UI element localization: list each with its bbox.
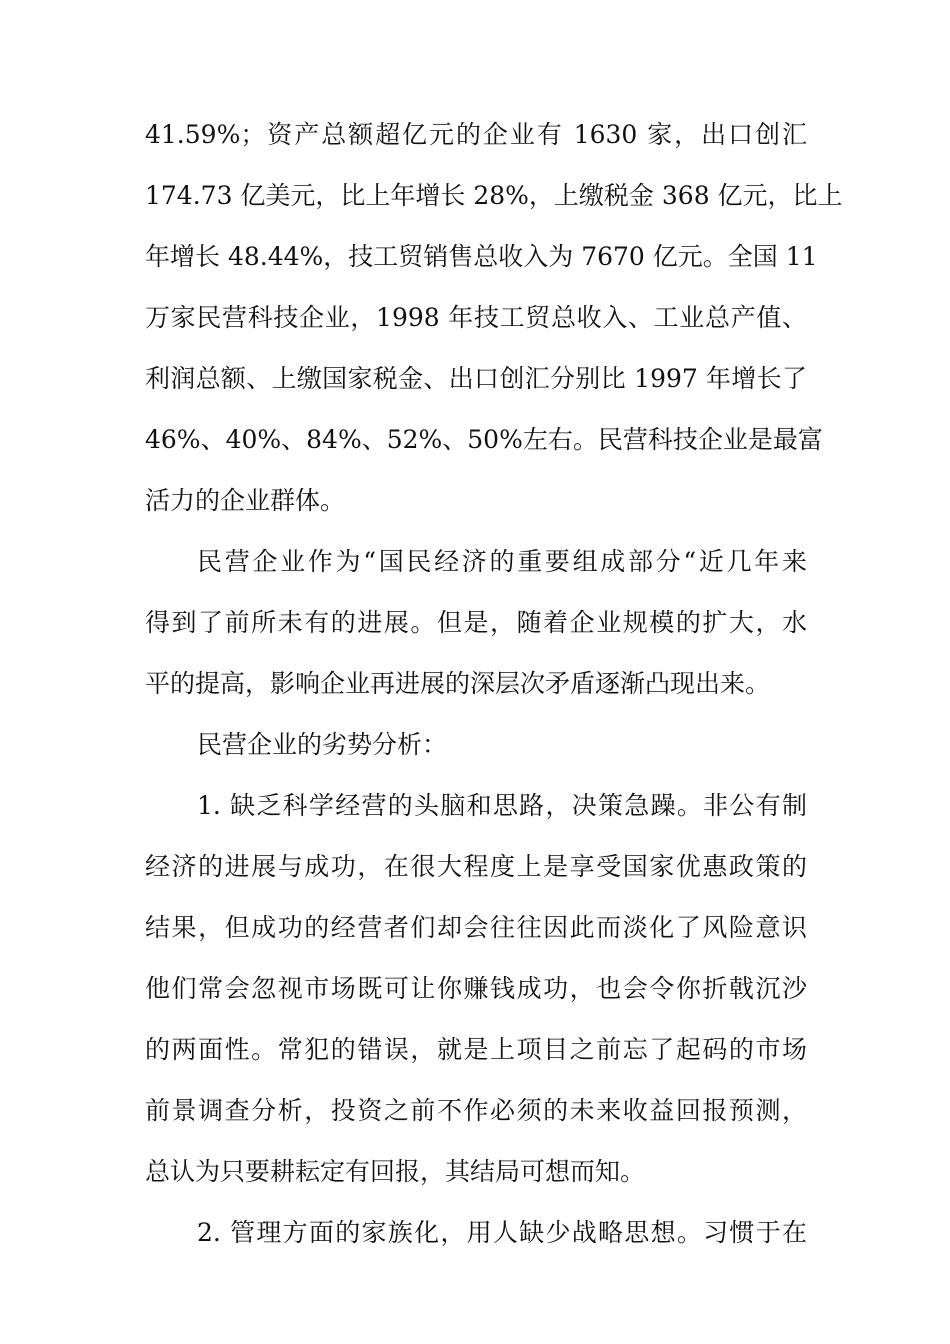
- text-line: 的两面性。常犯的错误，就是上项目之前忘了起码的市场: [145, 1035, 807, 1064]
- text-line: 得到了前所未有的进展。但是，随着企业规模的扩大，水: [145, 608, 807, 637]
- text-line: 174.73 亿美元，比上年增长 28%，上缴税金 368 亿元，比上: [145, 181, 843, 210]
- text-line: 年增长 48.44%，技工贸销售总收入为 7670 亿元。全国 11: [145, 242, 818, 271]
- body-text: [145, 104, 843, 1263]
- text-line: 41.59%；资产总额超亿元的企业有 1630 家，出口创汇: [145, 120, 807, 149]
- text-line: 活力的企业群体。: [145, 486, 346, 515]
- text-line: 46%、40%、84%、52%、50%左右。民营科技企业是最富: [145, 425, 823, 454]
- text-line: 利润总额、上缴国家税金、出口创汇分别比 1997 年增长了: [145, 364, 807, 393]
- text-line: 万家民营科技企业，1998 年技工贸总收入、工业总产值、: [145, 303, 807, 332]
- text-line: 1. 缺乏科学经营的头脑和思路，决策急躁。非公有制: [197, 791, 807, 820]
- text-line: 民营企业作为“国民经济的重要组成部分“近几年来: [197, 547, 807, 576]
- text-line: 总认为只要耕耘定有回报，其结局可想而知。: [145, 1157, 646, 1186]
- text-line: 结果，但成功的经营者们却会往往因此而淡化了风险意识: [145, 913, 807, 942]
- text-line: 经济的进展与成功，在很大程度上是享受国家优惠政策的: [145, 852, 807, 881]
- text-line: 平的提高，影响企业再进展的深层次矛盾逐渐凸现出来。: [145, 669, 771, 698]
- text-line: 民营企业的劣势分析：: [197, 730, 448, 759]
- text-line: 2. 管理方面的家族化，用人缺少战略思想。习惯于在: [197, 1218, 807, 1247]
- text-line: 他们常会忽视市场既可让你赚钱成功，也会令你折戟沉沙: [145, 974, 807, 1003]
- text-line: 前景调查分析，投资之前不作必须的未来收益回报预测，: [145, 1096, 807, 1125]
